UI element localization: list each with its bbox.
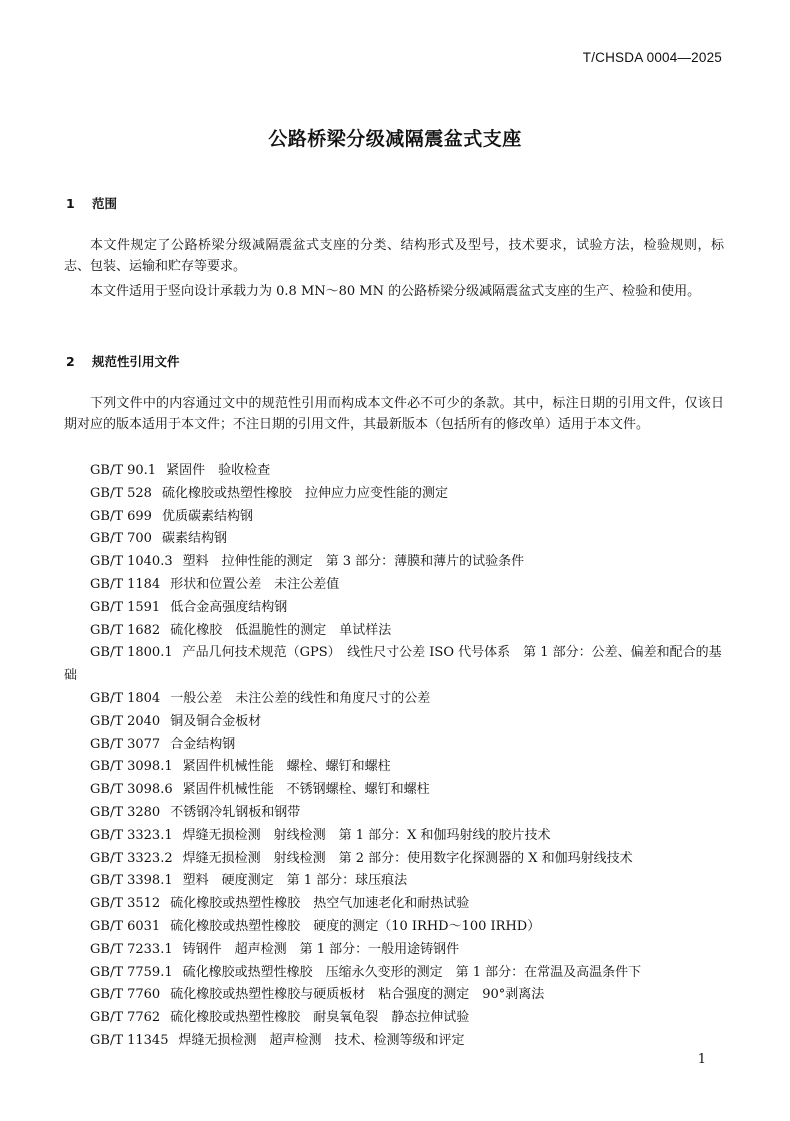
document-title: 公路桥梁分级减隔震盆式支座 (268, 128, 522, 150)
reference-list (64, 460, 724, 1053)
scope-paragraph: 本文件适用于竖向设计承载力为 0.8 MN～80 MN 的公路桥梁分级减隔震盆式支座的生产、检验和使用。 (90, 284, 701, 299)
reference-title: 合金结构钢 (170, 736, 236, 752)
reference-title: 不锈钢冷轧钢板和钢带 (170, 804, 301, 820)
reference-item (64, 528, 724, 551)
reference-item (64, 574, 724, 597)
reference-title: 硫化橡胶或热塑性橡胶 热空气加速老化和耐热试验 (170, 896, 470, 912)
section-title: 范围 (92, 196, 118, 211)
reference-item (64, 483, 724, 506)
reference-code: GB/T 3323.2 (90, 850, 173, 866)
reference-code: GB/T 1682 (90, 622, 161, 638)
section-number: 2 (66, 354, 75, 369)
reference-item (64, 688, 724, 711)
reference-item (64, 734, 724, 757)
reference-code: GB/T 1800.1 (90, 645, 173, 661)
reference-item (64, 939, 724, 962)
reference-code: GB/T 11345 (90, 1032, 169, 1048)
reference-title: 铜及铜合金板材 (170, 713, 262, 729)
reference-item (64, 984, 724, 1007)
reference-item (64, 870, 724, 893)
reference-title: 硫化橡胶或热塑性橡胶 耐臭氧龟裂 静态拉伸试验 (170, 1010, 470, 1026)
reference-title: 硫化橡胶或热塑性橡胶 拉伸应力应变性能的测定 (161, 485, 448, 501)
reference-item (64, 1030, 724, 1053)
reference-code: GB/T 700 (90, 531, 152, 547)
reference-item (64, 893, 724, 916)
reference-item (64, 916, 724, 939)
reference-code: GB/T 7233.1 (90, 941, 173, 957)
reference-title: 低合金高强度结构钢 (170, 599, 288, 615)
reference-code: GB/T 3098.1 (90, 759, 173, 775)
reference-code: GB/T 1804 (90, 690, 161, 706)
reference-title: 紧固件 验收检查 (166, 463, 271, 478)
reference-item (64, 1007, 724, 1030)
reference-title: 焊缝无损检测 射线检测 第 1 部分：X 和伽玛射线的胶片技术 (182, 827, 551, 843)
reference-code: GB/T 7760 (90, 987, 161, 1003)
reference-title: 塑料 拉伸性能的测定 第 3 部分：薄膜和薄片的试验条件 (182, 554, 525, 570)
reference-item (64, 962, 724, 985)
reference-title: 铸钢件 超声检测 第 1 部分：一般用途铸钢件 (182, 941, 460, 957)
reference-code: GB/T 528 (90, 485, 152, 501)
reference-code: GB/T 2040 (90, 713, 161, 729)
section-number: 1 (66, 196, 75, 211)
reference-title: 焊缝无损检测 射线检测 第 2 部分：使用数字化探测器的 X 和伽玛射线技术 (182, 850, 633, 866)
reference-code: GB/T 3323.1 (90, 827, 173, 843)
section-heading-normative-references (66, 352, 180, 370)
reference-item (64, 620, 724, 643)
section-heading-scope (66, 194, 117, 212)
reference-code: GB/T 1040.3 (90, 554, 173, 570)
references-intro-paragraph: 下列文件中的内容通过文中的规范性引用而构成本文件必不可少的条款。其中，标注日期的引用文件，仅该日期对应的版本适用于本文件；不注日期的引用文件，其最新版本（包括所有的修改单）适用于本文件。 (64, 396, 724, 432)
reference-code: GB/T 3512 (90, 896, 161, 912)
reference-code: GB/T 6031 (90, 918, 161, 934)
scope-paragraph: 本文件规定了公路桥梁分级减隔震盆式支座的分类、结构形式及型号，技术要求，试验方法，检验规则，标志、包装、运输和贮存等要求。 (64, 238, 724, 274)
reference-title: 一般公差 未注公差的线性和角度尺寸的公差 (170, 690, 431, 706)
page-number: 1 (697, 1052, 706, 1067)
section-title: 规范性引用文件 (92, 354, 180, 369)
reference-item (64, 711, 724, 734)
reference-code: GB/T 3398.1 (90, 873, 173, 889)
reference-title: 紧固件机械性能 不锈钢螺栓、螺钉和螺柱 (182, 782, 430, 798)
reference-item (64, 802, 724, 825)
reference-title: 碳素结构钢 (161, 531, 227, 547)
reference-title: 产品几何技术规范（GPS） 线性尺寸公差 ISO 代号体系 第 1 部分：公差、偏差和配合的基础 (64, 645, 722, 684)
reference-title: 硫化橡胶或热塑性橡胶 压缩永久变形的测定 第 1 部分：在常温及高温条件下 (182, 964, 642, 980)
reference-title: 优质碳素结构钢 (161, 508, 253, 524)
reference-item (64, 551, 724, 574)
reference-item (64, 756, 724, 779)
reference-code: GB/T 1184 (90, 576, 161, 592)
reference-item (64, 597, 724, 620)
reference-code: GB/T 3077 (90, 736, 161, 752)
reference-title: 塑料 硬度测定 第 1 部分：球压痕法 (182, 873, 408, 889)
reference-title: 形状和位置公差 未注公差值 (170, 576, 340, 592)
reference-title: 焊缝无损检测 超声检测 技术、检测等级和评定 (178, 1032, 465, 1048)
reference-title: 硫化橡胶 低温脆性的测定 单试样法 (170, 622, 392, 638)
reference-code: GB/T 1591 (90, 599, 161, 615)
reference-item (64, 848, 724, 871)
reference-title: 紧固件机械性能 螺栓、螺钉和螺柱 (182, 759, 391, 775)
reference-code: GB/T 3280 (90, 804, 161, 820)
reference-item (64, 460, 724, 483)
reference-title: 硫化橡胶或热塑性橡胶与硬质板材 粘合强度的测定 90°剥离法 (170, 987, 545, 1003)
reference-code: GB/T 699 (90, 508, 152, 524)
reference-code: GB/T 90.1 (90, 463, 157, 478)
reference-item (64, 825, 724, 848)
document-code: T/CHSDA 0004—2025 (582, 50, 722, 65)
reference-code: GB/T 7759.1 (90, 964, 173, 980)
reference-item (64, 779, 724, 802)
reference-code: GB/T 3098.6 (90, 782, 173, 798)
reference-title: 硫化橡胶或热塑性橡胶 硬度的测定（10 IRHD～100 IRHD） (170, 918, 541, 934)
reference-item (64, 642, 724, 688)
reference-item (64, 506, 724, 529)
reference-code: GB/T 7762 (90, 1010, 161, 1026)
